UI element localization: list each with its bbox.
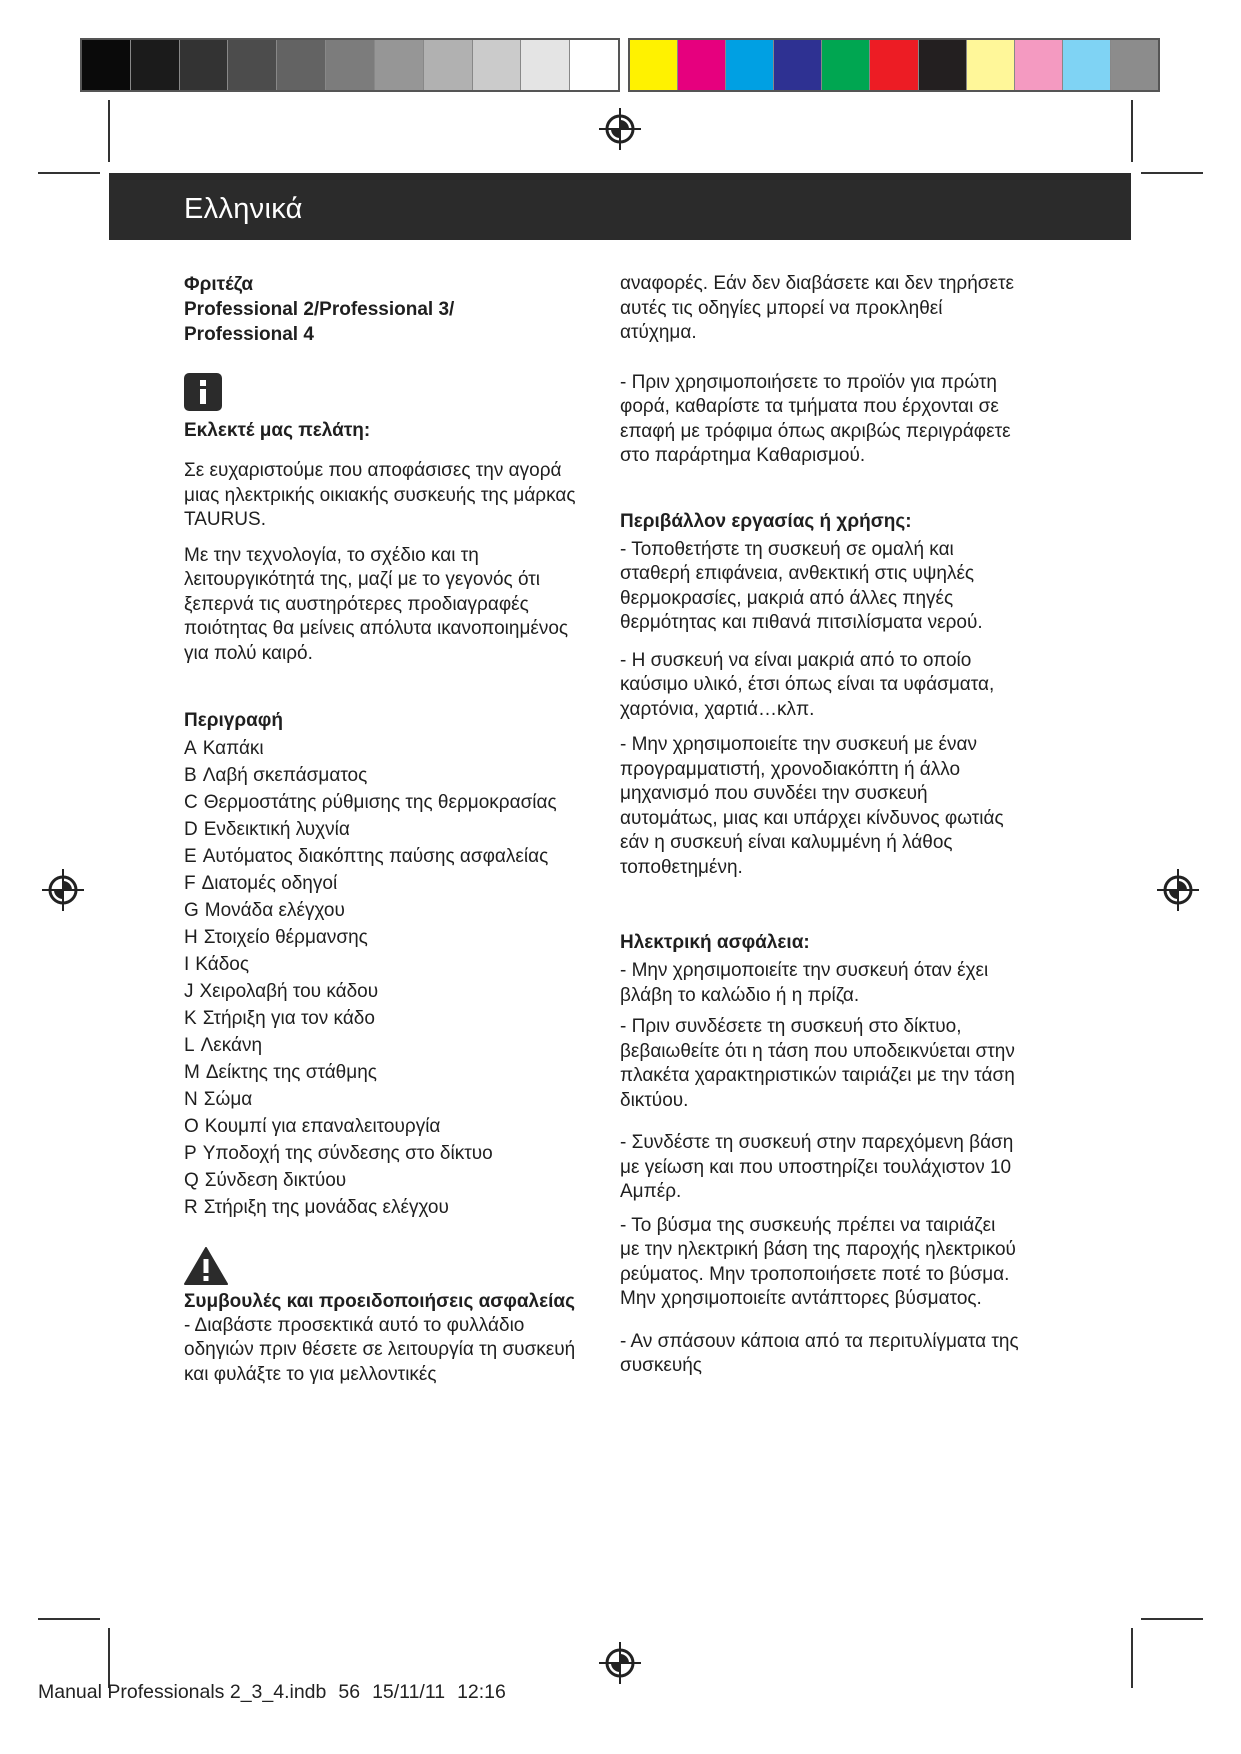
part-label: Καπάκι (202, 738, 264, 759)
part-label: Κουμπί για επαναλειτουργία (204, 1116, 441, 1137)
greeting-heading: Εκλεκτέ μας πελάτη: (184, 420, 371, 441)
left-column (184, 272, 584, 1387)
grey-swatch (570, 40, 618, 90)
color-swatch (1111, 40, 1158, 90)
crop-mark (38, 1618, 100, 1620)
part-label: Μονάδα ελέγχου (204, 900, 345, 921)
electrical-heading: Ηλεκτρική ασφάλεια: (620, 932, 810, 953)
part-item (184, 791, 584, 816)
environment-heading: Περιβάλλον εργασίας ή χρήσης: (620, 510, 912, 532)
part-letter: G (184, 900, 199, 921)
part-item (184, 872, 584, 897)
part-letter: I (184, 954, 190, 975)
right-column (620, 272, 1020, 1379)
thanks-paragraph: Σε ευχαριστούμε που αποφάσισες την αγορά μιας ηλεκτρικής οικιακής συσκευής της μάρκας TAURUS. (184, 460, 576, 530)
part-letter: F (184, 873, 196, 894)
crop-mark (108, 100, 110, 162)
part-item (184, 1169, 584, 1194)
part-letter: C (184, 792, 198, 813)
registration-mark-icon (42, 869, 84, 911)
color-swatch (1063, 40, 1111, 90)
warning-icon (184, 1247, 228, 1285)
grey-swatch (277, 40, 326, 90)
part-letter: A (184, 738, 197, 759)
product-name: Φριτέζα (184, 274, 254, 295)
crop-mark (1141, 1618, 1203, 1620)
color-swatch (774, 40, 822, 90)
color-swatch (919, 40, 967, 90)
crop-mark (1131, 100, 1133, 162)
part-letter: L (184, 1035, 195, 1056)
language-header-bar (109, 173, 1131, 240)
part-letter: Q (184, 1170, 199, 1191)
electrical-paragraph-1: - Μην χρησιμοποιείτε την συσκευή όταν έχει βλάβη το καλώδιο ή η πρίζα. (620, 960, 989, 1006)
part-letter: N (184, 1089, 198, 1110)
part-letter: D (184, 819, 198, 840)
part-letter: H (184, 927, 198, 948)
grey-swatch (82, 40, 131, 90)
part-item (184, 1088, 584, 1113)
slug-time: 12:16 (457, 1681, 506, 1703)
environment-paragraph-3: - Μην χρησιμοποιείτε την συσκευή με έναν προγραμματιστή, χρονοδιακόπτη ή άλλο μηχανισμό που συνδέει την συσκευή αυτομάτως, μιας και υπάρχει κίνδυνος φωτιάς εάν η συσκευή είναι καλυμμένη ή λάθος τοποθετημένη. (620, 734, 1004, 878)
part-label: Αυτόματος διακόπτης παύσης ασφαλείας (202, 846, 549, 867)
part-item (184, 1142, 584, 1167)
part-item (184, 764, 584, 789)
part-label: Θερμοστάτης ρύθμισης της θερμοκρασίας (203, 792, 557, 813)
part-letter: O (184, 1116, 199, 1137)
environment-paragraph-2: - Η συσκευή να είναι μακριά από το οποίο καύσιμο υλικό, έτσι όπως είναι τα υφάσματα, χαρτόνια, χαρτιά…κλπ. (620, 649, 995, 720)
registration-mark-icon (1157, 869, 1199, 911)
slug-page: 56 (338, 1681, 361, 1703)
crop-mark (38, 172, 100, 174)
part-item (184, 1196, 584, 1221)
crop-mark (1131, 1628, 1133, 1688)
part-item (184, 818, 584, 843)
safety-paragraph: - Διαβάστε προσεκτικά αυτό το φυλλάδιο οδηγιών πριν θέσετε σε λειτουργία τη συσκευή και φυλάξτε το για μελλοντικές (184, 1314, 576, 1385)
grey-swatch (473, 40, 522, 90)
part-item (184, 1034, 584, 1059)
registration-mark-icon (599, 108, 641, 150)
part-letter: R (184, 1197, 198, 1218)
part-item (184, 980, 584, 1005)
registration-mark-icon (599, 1642, 641, 1684)
color-swatch (870, 40, 918, 90)
part-item (184, 899, 584, 924)
slug-filename: Manual Professionals 2_3_4.indb (38, 1681, 327, 1703)
part-label: Δείκτης της στάθμης (205, 1062, 377, 1083)
part-label: Κάδος (195, 954, 250, 975)
safety-heading: Συμβουλές και προειδοποιήσεις ασφαλείας (184, 1290, 575, 1312)
color-swatch (630, 40, 678, 90)
part-item (184, 1115, 584, 1140)
part-label: Υποδοχή της σύνδεσης στο δίκτυο (202, 1143, 493, 1164)
color-calibration-bar (628, 38, 1160, 92)
parts-list (184, 737, 584, 1221)
part-item (184, 1007, 584, 1032)
grey-swatch (228, 40, 277, 90)
electrical-paragraph-5: - Αν σπάσουν κάποια από τα περιτυλίγματα της συσκευής (620, 1330, 1019, 1376)
part-item (184, 926, 584, 951)
slug-date: 15/11/11 (372, 1681, 446, 1703)
part-label: Διατομές οδηγοί (201, 873, 338, 894)
grey-swatch (131, 40, 180, 90)
part-label: Χειρολαβή του κάδου (199, 981, 379, 1002)
part-label: Σύνδεση δικτύου (204, 1170, 347, 1191)
part-label: Λεκάνη (200, 1035, 263, 1056)
part-letter: P (184, 1143, 197, 1164)
part-item (184, 845, 584, 870)
part-label: Στοιχείο θέρμανσης (203, 927, 368, 948)
grey-swatch (326, 40, 375, 90)
language-title: Ελληνικά (184, 193, 303, 225)
part-label: Λαβή σκεπάσματος (202, 765, 368, 786)
color-swatch (822, 40, 870, 90)
part-letter: B (184, 765, 197, 786)
part-item (184, 1061, 584, 1086)
grey-swatch (521, 40, 570, 90)
part-item (184, 953, 584, 978)
environment-paragraph-1: - Τοποθετήστε τη συσκευή σε ομαλή και σταθερή επιφάνεια, ανθεκτική στις υψηλές θερμοκρασίες, μακριά από άλλες πηγές θερμότητας και πιθανά πιτσιλίσματα νερού. (620, 538, 983, 633)
continued-paragraph: αναφορές. Εάν δεν διαβάσετε και δεν τηρήσετε αυτές τις οδηγίες μπορεί να προκληθεί ατύχημα. (620, 273, 1014, 343)
crop-mark (1141, 172, 1203, 174)
part-letter: J (184, 981, 194, 1002)
part-label: Ενδεικτική λυχνία (203, 819, 350, 840)
color-swatch (726, 40, 774, 90)
description-heading: Περιγραφή (184, 710, 283, 731)
grey-swatch (180, 40, 229, 90)
print-slug (38, 1681, 518, 1704)
part-letter: K (184, 1008, 197, 1029)
color-swatch (967, 40, 1015, 90)
electrical-paragraph-4: - Το βύσμα της συσκευής πρέπει να ταιριάζει με την ηλεκτρική βάση της παροχής ηλεκτρικού ρεύματος. Μην τροποποιήσετε ποτέ το βύσμα. Μην χρησιμοποιείτε αντάπτορες βύσματος. (620, 1214, 1016, 1309)
crop-mark (108, 1628, 110, 1688)
model-line-2: Professional 4 (184, 324, 314, 345)
grey-swatch (375, 40, 424, 90)
color-swatch (678, 40, 726, 90)
info-icon (184, 373, 222, 411)
part-letter: M (184, 1062, 200, 1083)
part-item (184, 737, 584, 762)
electrical-paragraph-3: - Συνδέστε τη συσκευή στην παρεχόμενη βάση με γείωση και που υποστηρίζει τουλάχιστον 10 Αμπέρ. (620, 1132, 1014, 1202)
part-label: Στήριξη της μονάδας ελέγχου (203, 1197, 449, 1218)
grey-swatch (424, 40, 473, 90)
technology-paragraph: Με την τεχνολογία, το σχέδιο και τη λειτουργικότητά της, μαζί με το γεγονός ότι ξεπερνά τις αυστηρότερες προδιαγραφές ποιότητας θα μείνεις απόλυτα ικανοποιημένος για πολύ καιρό. (184, 544, 569, 664)
part-label: Σώμα (203, 1089, 253, 1110)
electrical-paragraph-2: - Πριν συνδέσετε τη συσκευή στο δίκτυο, βεβαιωθείτε ότι η τάση που υποδεικνύεται στην πλακέτα χαρακτηριστικών ταιριάζει με την τάση δικτύου. (620, 1016, 1015, 1111)
grey-calibration-bar (80, 38, 620, 92)
first-use-paragraph: - Πριν χρησιμοποιήσετε το προϊόν για πρώτη φορά, καθαρίστε τα τμήματα που έρχονται σε επαφή με τρόφιμα όπως ακριβώς περιγράφετε στο παράρτημα Καθαρισμού. (620, 371, 1011, 466)
part-label: Στήριξη για τον κάδο (202, 1008, 375, 1029)
model-line-1: Professional 2/Professional 3/ (184, 299, 455, 320)
color-swatch (1015, 40, 1063, 90)
part-letter: E (184, 846, 197, 867)
